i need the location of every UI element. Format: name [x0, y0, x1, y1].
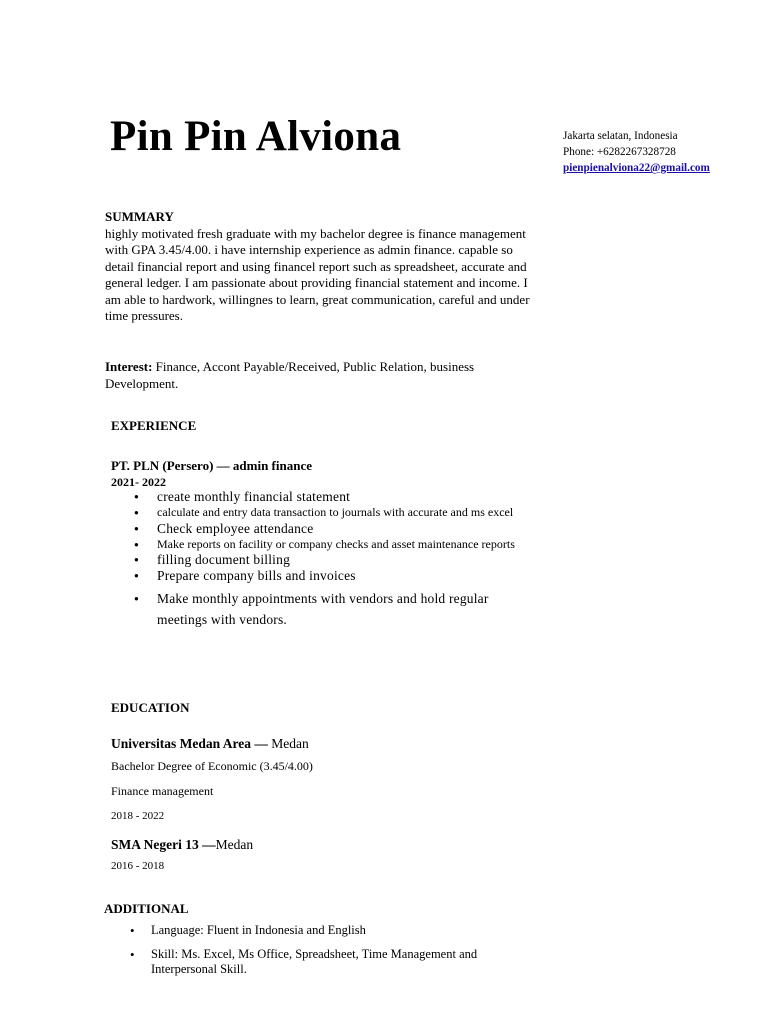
phone-text: Phone: +6282267328728 — [563, 146, 676, 158]
list-item: ● create monthly financial statement — [128, 489, 528, 505]
list-item: ● Make monthly appointments with vendors and hold regular meetings with vendors. — [128, 588, 528, 630]
university-name: Universitas Medan Area — [111, 736, 251, 751]
list-item: ● Prepare company bills and invoices — [128, 568, 528, 584]
school-years: 2016 - 2018 — [111, 860, 165, 872]
education-heading: EDUCATION — [111, 700, 190, 715]
interest-text: Finance, Accont Payable/Received, Public Relation, business Development. — [105, 359, 475, 391]
degree-text: Bachelor Degree of Economic (3.45/4.00) — [111, 759, 313, 773]
additional-list — [130, 923, 540, 986]
candidate-name: Pin Pin Alviona — [110, 113, 402, 160]
list-item: ● Check employee attendance — [128, 521, 528, 537]
university-city: Medan — [271, 736, 309, 751]
school-separator: — — [198, 837, 216, 852]
university-separator: — — [251, 736, 272, 751]
interest-label: Interest: — [105, 359, 153, 374]
summary-heading: SUMMARY — [105, 209, 174, 224]
additional-heading: ADDITIONAL — [104, 901, 189, 916]
university-years: 2018 - 2022 — [111, 810, 165, 822]
experience-heading: EXPERIENCE — [111, 418, 197, 433]
list-item: • Skill: Ms. Excel, Ms Office, Spreadsheet, Time Management and Interpersonal Skill. — [130, 947, 540, 978]
job-years: 2021- 2022 — [111, 475, 166, 489]
job-title: PT. PLN (Persero) — admin finance — [111, 458, 312, 473]
contact-info — [563, 128, 710, 176]
location-text: Jakarta selatan, Indonesia — [563, 130, 678, 142]
major-text: Finance management — [111, 784, 214, 798]
list-item: ● Make reports on facility or company checks and asset maintenance reports — [128, 537, 528, 553]
school-line — [111, 837, 253, 853]
school-city: Medan — [215, 837, 254, 852]
summary-section — [105, 209, 535, 325]
email-link[interactable]: pienpienalviona22@gmail.com — [563, 162, 710, 174]
list-item: • Language: Fluent in Indonesia and English — [130, 923, 540, 939]
summary-text: highly motivated fresh graduate with my bachelor degree is finance management with GPA 3.45/4.00. i have internship experience as admin finance. capable so detail financial report and using financel report such as spreadsheet, accurate and general ledger. I am passionate about providing financial statement and income. I am able to hardwork, willingnes to learn, great communication, careful and under time pressures. — [105, 225, 530, 323]
list-item: ● filling document billing — [128, 552, 528, 568]
interest-line — [105, 359, 535, 392]
duties-list — [128, 489, 528, 630]
university-line — [111, 736, 309, 752]
school-name: SMA Negeri 13 — [111, 837, 199, 852]
list-item: ● calculate and entry data transaction to journals with accurate and ms excel — [128, 505, 528, 521]
